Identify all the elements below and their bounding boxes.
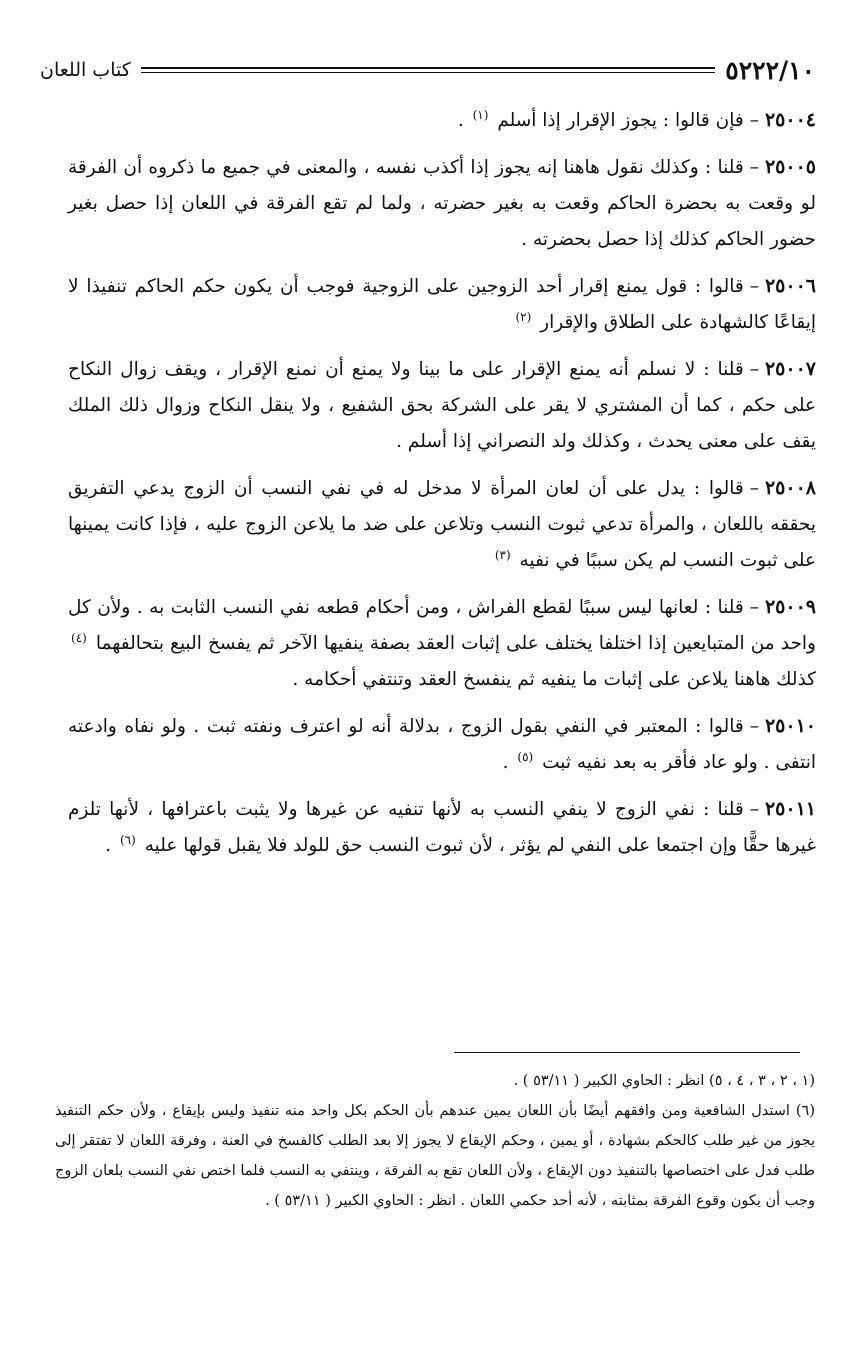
paragraph-tail: . bbox=[457, 110, 464, 131]
paragraph: ٢٥٠٠٤–فإن قالوا : يجوز الإقرار إذا أسلم $^{(١)}$ . bbox=[457, 107, 816, 131]
footnote-ref: (٣) bbox=[494, 547, 511, 562]
paragraph-text: فإن قالوا : يجوز الإقرار إذا أسلم bbox=[497, 110, 744, 131]
paragraph-text: قالوا : يدل على أن لعان المرأة لا مدخل له في نفي النسب أن الزوج يدعي التفريق يحققه باللعان ، والمرأة تدعي ثبوت النسب وتلاعن على ضد ما يلاعن الزوج عليه ، فإذا كانت يمينها على ثبوت النسب لم يكن سببًا في نفيه bbox=[68, 478, 816, 571]
book-title: كتاب اللعان bbox=[40, 59, 131, 81]
page-reference: ٥٢٢٢/١٠ bbox=[725, 55, 815, 85]
footnote-ref: (١) bbox=[472, 107, 489, 122]
footnote: (٦) استدل الشافعية ومن وافقهم أيضًا بأن اللعان يمين عندهم بأن الحكم بكل واحد منه تنفيذ وليس بإيقاع ، ولأن حكم التنفيذ يجوز من غير طلب كالحكم بشهادة ، أو يمين ، وحكم الإيقاع لا يجوز إلا بعد الطلب كالفسخ في العنة ، وفرقة اللعان لا تفتقر إلى طلب فدل على اختصاصها بالتنفيذ دون الإيقاع ، ولأن اللعان تقع به الفرقة ، وينتفي به النسب فلما اختص نفي النسب بلعان الزوج وجب أن يكون وقوع الفرقة بمثابته ، لأنه أحد حكمي اللعان . انظر : الحاوي الكبير ( ٥٣/١١ ) . bbox=[55, 1103, 815, 1209]
footnote-ref: (٤) bbox=[71, 630, 87, 645]
footnote-ref: (٢) bbox=[515, 309, 532, 324]
footnote-ref: (٥) bbox=[517, 749, 534, 764]
paragraph: ٢٥٠١٠–قالوا : المعتبر في النفي بقول الزوج ، بدلالة أنه لو اعترف ونفته ثبت . ولو نفاه وادعته انتفى . ولو عاد فأقر به بعد نفيه ثبت $^{(٥)}$ . bbox=[68, 715, 816, 773]
footnote-ref: (٦) bbox=[119, 832, 136, 847]
footnote: (١ ، ٢ ، ٣ ، ٤ ، ٥) انظر : الحاوي الكبير ( ٥٣/١١ ) . bbox=[513, 1073, 815, 1089]
paragraph-number: ٢٥٠٠٧ bbox=[764, 358, 816, 380]
footnotes bbox=[55, 1066, 815, 1216]
header-rule bbox=[141, 67, 716, 73]
paragraph-text: قلنا : وكذلك نقول هاهنا إنه يجوز إذا أكذب نفسه ، والمعنى في جميع ما ذكروه أن الفرقة لو وقعت به بحضرة الحاكم وقعت به بغير حضرته ، ولما لم تقع الفرقة في اللعان إذا حصل بغير حضور الحاكم كذلك إذا حصل بحضرته . bbox=[68, 157, 816, 250]
paragraph-tail: . bbox=[105, 835, 112, 856]
paragraph: ٢٥٠٠٨–قالوا : يدل على أن لعان المرأة لا مدخل له في نفي النسب أن الزوج يدعي التفريق يحققه باللعان ، والمرأة تدعي ثبوت النسب وتلاعن على ضد ما يلاعن الزوج عليه ، فإذا كانت يمينها على ثبوت النسب لم يكن سببًا في نفيه $^{(٣)}$ bbox=[68, 477, 816, 571]
paragraph: ٢٥٠٠٧–قلنا : لا نسلم أنه يمنع الإقرار على ما بينا ولا يمنع أن نمنع الإقرار ، ويقف زوال النكاح على حكم ، كما أن المشتري لا يقر على الشركة بحق الشفيع ، ولا ينقل النكاح وزوال ذلك الملك يقف على معنى يحدث ، وكذلك ولد النصراني إذا أسلم . bbox=[68, 358, 816, 452]
paragraph: ٢٥٠١١–قلنا : نفي الزوج لا ينفي النسب به لأنها تنفيه عن غيرها ولا يثبت باعترافها ، لأنها تلزم غيرها حقًّا وإن اجتمعا على النفي لم يؤثر ، لأن ثبوت النسب حق للولد فلا يقبل قولها عليه $^{(٦)}$ . bbox=[68, 798, 816, 856]
paragraph-number: ٢٥٠٠٩ bbox=[764, 596, 816, 618]
paragraph-text: قلنا : لا نسلم أنه يمنع الإقرار على ما بينا ولا يمنع أن نمنع الإقرار ، ويقف زوال النكاح على حكم ، كما أن المشتري لا يقر على الشركة بحق الشفيع ، ولا ينقل النكاح وزوال ذلك الملك يقف على معنى يحدث ، وكذلك ولد النصراني إذا أسلم . bbox=[68, 359, 816, 452]
paragraph-text: قالوا : قول يمنع إقرار أحد الزوجين على الزوجية فوجب أن يكون حكم الحاكم تنفيذا لا إيقاعًا كالشهادة على الطلاق والإقرار bbox=[68, 276, 816, 333]
paragraph-text: قالوا : المعتبر في النفي بقول الزوج ، بدلالة أنه لو اعترف ونفته ثبت . ولو نفاه وادعته انتفى . ولو عاد فأقر به بعد نفيه ثبت bbox=[68, 716, 816, 773]
main-text bbox=[68, 102, 816, 874]
running-header bbox=[40, 50, 815, 90]
paragraph-tail: كذلك هاهنا يلاعن على إثبات ما ينفيه ثم ينفسخ العقد وتنتفي أحكامه . bbox=[292, 669, 816, 690]
paragraph: ٢٥٠٠٥–قلنا : وكذلك نقول هاهنا إنه يجوز إذا أكذب نفسه ، والمعنى في جميع ما ذكروه أن الفرقة لو وقعت به بحضرة الحاكم وقعت به بغير حضرته ، ولما لم تقع الفرقة في اللعان إذا حصل بغير حضور الحاكم كذلك إذا حصل بحضرته . bbox=[68, 156, 816, 250]
paragraph: ٢٥٠٠٦–قالوا : قول يمنع إقرار أحد الزوجين على الزوجية فوجب أن يكون حكم الحاكم تنفيذا لا إيقاعًا كالشهادة على الطلاق والإقرار $^{(٢)}$ bbox=[68, 275, 816, 333]
paragraph: ٢٥٠٠٩–قلنا : لعانها ليس سببًا لقطع الفراش ، ومن أحكام قطعه نفي النسب الثابت به . ولأن كل واحد من المتبايعين إذا اختلفا يختلف على إثبات العقد بصفة ينفيها الآخر ثم يفسخ البيع بتحالفهما $^{(٤)}$ كذلك هاهنا يلاعن على إثبات ما ينفيه ثم ينفسخ العقد وتنتفي أحكامه . bbox=[68, 596, 816, 690]
paragraph-tail: . bbox=[502, 752, 509, 773]
paragraph-number: ٢٥٠١٠ bbox=[764, 715, 816, 737]
footnote-separator bbox=[454, 1052, 800, 1053]
paragraph-number: ٢٥٠٠٦ bbox=[764, 275, 816, 297]
paragraph-number: ٢٥٠٠٨ bbox=[764, 477, 816, 499]
paragraph-text: قلنا : نفي الزوج لا ينفي النسب به لأنها تنفيه عن غيرها ولا يثبت باعترافها ، لأنها تلزم غيرها حقًّا وإن اجتمعا على النفي لم يؤثر ، لأن ثبوت النسب حق للولد فلا يقبل قولها عليه bbox=[68, 799, 816, 856]
paragraph-text: قلنا : لعانها ليس سببًا لقطع الفراش ، ومن أحكام قطعه نفي النسب الثابت به . ولأن كل واحد من المتبايعين إذا اختلفا يختلف على إثبات العقد بصفة ينفيها الآخر ثم يفسخ البيع بتحالفهما bbox=[68, 597, 816, 654]
paragraph-number: ٢٥٠٠٤ bbox=[764, 109, 816, 131]
paragraph-number: ٢٥٠١١ bbox=[764, 798, 816, 820]
paragraph-number: ٢٥٠٠٥ bbox=[764, 156, 816, 178]
